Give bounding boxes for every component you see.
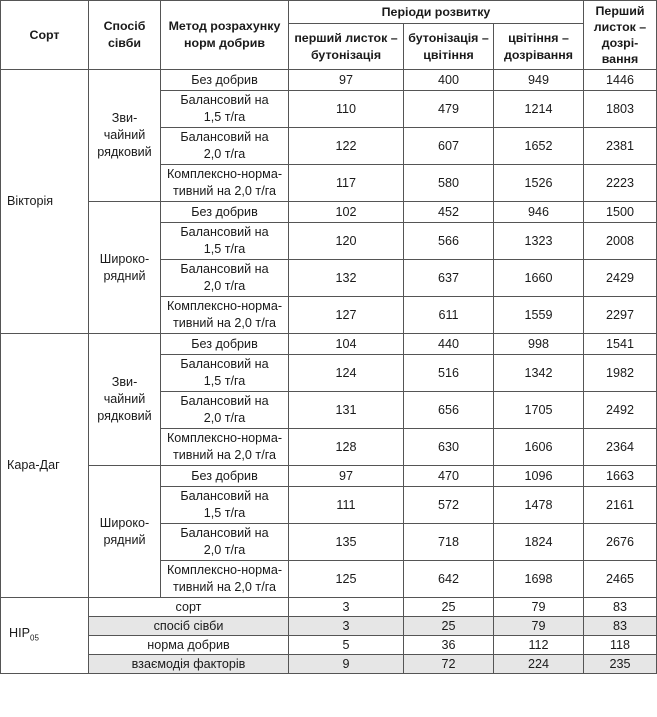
value-cell: 1323 — [494, 223, 584, 260]
value-cell: 128 — [289, 429, 404, 466]
sowing-method — [89, 334, 161, 466]
method-line: Без добрив — [191, 468, 258, 483]
fertilizer-method — [161, 91, 289, 128]
value-cell: 1824 — [494, 524, 584, 561]
header-line: бутонізація – — [408, 30, 489, 45]
header-periods: Періоди розвитку — [289, 1, 584, 24]
nir-value: 224 — [494, 655, 584, 674]
header-p2 — [404, 24, 494, 70]
nir-value: 5 — [289, 636, 404, 655]
value-cell: 132 — [289, 260, 404, 297]
fertilizer-method — [161, 165, 289, 202]
value-cell: 611 — [404, 297, 494, 334]
value-cell: 400 — [404, 70, 494, 91]
method-line: тивний на 2,0 т/га — [172, 580, 277, 594]
method-line: 1,5 т/га — [203, 110, 246, 124]
nir-row — [1, 636, 657, 655]
value-cell: 125 — [289, 561, 404, 598]
value-cell: 440 — [404, 334, 494, 355]
method-line: Балансовий на — [180, 262, 269, 276]
sowing-method — [89, 202, 161, 334]
value-cell: 1214 — [494, 91, 584, 128]
header-line: цвітіння – — [508, 30, 569, 45]
value-cell: 1096 — [494, 466, 584, 487]
method-line: 1,5 т/га — [203, 506, 246, 520]
fertilizer-method — [161, 429, 289, 466]
value-cell: 1478 — [494, 487, 584, 524]
value-cell: 1698 — [494, 561, 584, 598]
header-line: перший листок – — [294, 30, 398, 45]
fertilizer-method — [161, 561, 289, 598]
value-cell: 1660 — [494, 260, 584, 297]
header-line: вання — [601, 52, 639, 66]
method-line: Комплексно-норма- — [166, 299, 283, 313]
fertilizer-method — [161, 334, 289, 355]
sowing-line: рядковий — [97, 409, 152, 423]
header-sowing — [89, 1, 161, 70]
table-row — [1, 334, 657, 355]
value-cell: 135 — [289, 524, 404, 561]
method-line: Без добрив — [191, 336, 258, 351]
value-cell: 2223 — [584, 165, 657, 202]
value-cell: 1446 — [584, 70, 657, 91]
value-cell: 111 — [289, 487, 404, 524]
nir-factor: спосіб сівби — [89, 617, 289, 636]
sowing-line: Широко- — [99, 251, 150, 266]
method-line: Балансовий на — [180, 225, 269, 239]
value-cell: 2008 — [584, 223, 657, 260]
sowing-line: Зви- — [111, 111, 138, 125]
header-line: Спосіб — [103, 19, 146, 33]
value-cell: 97 — [289, 466, 404, 487]
method-line: тивний на 2,0 т/га — [172, 448, 277, 462]
value-cell: 2381 — [584, 128, 657, 165]
table-row — [1, 70, 657, 91]
value-cell: 2297 — [584, 297, 657, 334]
fertilizer-method — [161, 260, 289, 297]
sowing-line: Широко- — [99, 515, 150, 530]
value-cell: 642 — [404, 561, 494, 598]
sowing-line: рядковий — [97, 145, 152, 159]
fertilizer-method — [161, 70, 289, 91]
value-cell: 2161 — [584, 487, 657, 524]
nir-value: 9 — [289, 655, 404, 674]
value-cell: 946 — [494, 202, 584, 223]
header-line: сівби — [107, 36, 142, 50]
nir-row — [1, 617, 657, 636]
nir-factor: норма добрив — [89, 636, 289, 655]
value-cell: 1705 — [494, 392, 584, 429]
value-cell: 1342 — [494, 355, 584, 392]
fertilizer-method — [161, 355, 289, 392]
header-line: дозрівання — [504, 47, 573, 62]
value-cell: 1526 — [494, 165, 584, 202]
nir-value: 83 — [584, 598, 657, 617]
value-cell: 117 — [289, 165, 404, 202]
fertilizer-method — [161, 524, 289, 561]
sowing-line: Зви- — [111, 375, 138, 389]
header-method — [161, 1, 289, 70]
nir-value: 235 — [584, 655, 657, 674]
nir-value: 3 — [289, 598, 404, 617]
value-cell: 2465 — [584, 561, 657, 598]
sowing-line: рядний — [103, 532, 146, 547]
nir-label — [1, 598, 89, 674]
header-p1 — [289, 24, 404, 70]
value-cell: 127 — [289, 297, 404, 334]
method-line: Без добрив — [191, 204, 258, 219]
method-line: Без добрив — [191, 72, 258, 87]
header-line: листок – — [593, 20, 647, 34]
value-cell: 122 — [289, 128, 404, 165]
method-line: Балансовий на — [180, 357, 269, 371]
value-cell: 1803 — [584, 91, 657, 128]
value-cell: 452 — [404, 202, 494, 223]
nir-value: 36 — [404, 636, 494, 655]
value-cell: 1559 — [494, 297, 584, 334]
value-cell: 1663 — [584, 466, 657, 487]
nir-value: 25 — [404, 617, 494, 636]
value-cell: 2492 — [584, 392, 657, 429]
value-cell: 998 — [494, 334, 584, 355]
method-line: 2,0 т/га — [203, 411, 246, 425]
value-cell: 470 — [404, 466, 494, 487]
method-line: тивний на 2,0 т/га — [172, 316, 277, 330]
nir-factor: взаємодія факторів — [89, 655, 289, 674]
nir-value: 3 — [289, 617, 404, 636]
value-cell: 630 — [404, 429, 494, 466]
value-cell: 97 — [289, 70, 404, 91]
nir-subscript: 05 — [30, 633, 39, 643]
sowing-line: рядний — [103, 268, 146, 283]
nir-value: 83 — [584, 617, 657, 636]
value-cell: 572 — [404, 487, 494, 524]
value-cell: 2364 — [584, 429, 657, 466]
method-line: 2,0 т/га — [203, 147, 246, 161]
header-line: Перший — [595, 4, 645, 18]
method-line: Балансовий на — [180, 130, 269, 144]
method-line: Комплексно-норма- — [166, 167, 283, 181]
fertilizer-method — [161, 128, 289, 165]
method-line: Балансовий на — [180, 93, 269, 107]
nir-value: 112 — [494, 636, 584, 655]
sowing-method — [89, 70, 161, 202]
value-cell: 104 — [289, 334, 404, 355]
value-cell: 566 — [404, 223, 494, 260]
header-line: бутонізація — [310, 47, 382, 62]
header-p3 — [494, 24, 584, 70]
value-cell: 637 — [404, 260, 494, 297]
nir-row — [1, 598, 657, 617]
method-line: Балансовий на — [180, 394, 269, 408]
value-cell: 120 — [289, 223, 404, 260]
header-total — [584, 1, 657, 70]
nir-value: 72 — [404, 655, 494, 674]
nir-value: 79 — [494, 598, 584, 617]
sowing-line: чайний — [103, 128, 146, 142]
method-line: Балансовий на — [180, 489, 269, 503]
value-cell: 2676 — [584, 524, 657, 561]
fertilizer-method — [161, 202, 289, 223]
nir-row — [1, 655, 657, 674]
value-cell: 516 — [404, 355, 494, 392]
sowing-line: чайний — [103, 392, 146, 406]
value-cell: 1500 — [584, 202, 657, 223]
method-line: 2,0 т/га — [203, 543, 246, 557]
method-line: Комплексно-норма- — [166, 431, 283, 445]
nir-label-text: НІР — [9, 625, 30, 640]
value-cell: 131 — [289, 392, 404, 429]
table-row — [1, 202, 657, 223]
value-cell: 1541 — [584, 334, 657, 355]
table-row — [1, 466, 657, 487]
fertilizer-method — [161, 223, 289, 260]
value-cell: 110 — [289, 91, 404, 128]
fertilizer-method — [161, 392, 289, 429]
value-cell: 718 — [404, 524, 494, 561]
value-cell: 479 — [404, 91, 494, 128]
value-cell: 1606 — [494, 429, 584, 466]
method-line: тивний на 2,0 т/га — [172, 184, 277, 198]
value-cell: 1652 — [494, 128, 584, 165]
value-cell: 607 — [404, 128, 494, 165]
sowing-method — [89, 466, 161, 598]
value-cell: 2429 — [584, 260, 657, 297]
nir-value: 25 — [404, 598, 494, 617]
value-cell: 580 — [404, 165, 494, 202]
method-line: 2,0 т/га — [203, 279, 246, 293]
nir-value: 118 — [584, 636, 657, 655]
nir-factor: сорт — [89, 598, 289, 617]
fertilizer-method — [161, 297, 289, 334]
header-line: норм добрив — [184, 36, 265, 50]
value-cell: 656 — [404, 392, 494, 429]
fertilizer-method — [161, 466, 289, 487]
header-sort: Сорт — [1, 1, 89, 70]
header-line: дозрі- — [601, 36, 639, 50]
value-cell: 124 — [289, 355, 404, 392]
nir-value: 79 — [494, 617, 584, 636]
method-line: Комплексно-норма- — [166, 563, 283, 577]
method-line: 1,5 т/га — [203, 374, 246, 388]
value-cell: 949 — [494, 70, 584, 91]
fertilizer-method — [161, 487, 289, 524]
method-line: Балансовий на — [180, 526, 269, 540]
value-cell: 1982 — [584, 355, 657, 392]
header-line: цвітіння — [423, 47, 474, 62]
variety-name: Кара-Даг — [1, 334, 89, 598]
header-line: Метод розрахунку — [168, 19, 281, 33]
variety-name: Вікторія — [1, 70, 89, 334]
method-line: 1,5 т/га — [203, 242, 246, 256]
value-cell: 102 — [289, 202, 404, 223]
